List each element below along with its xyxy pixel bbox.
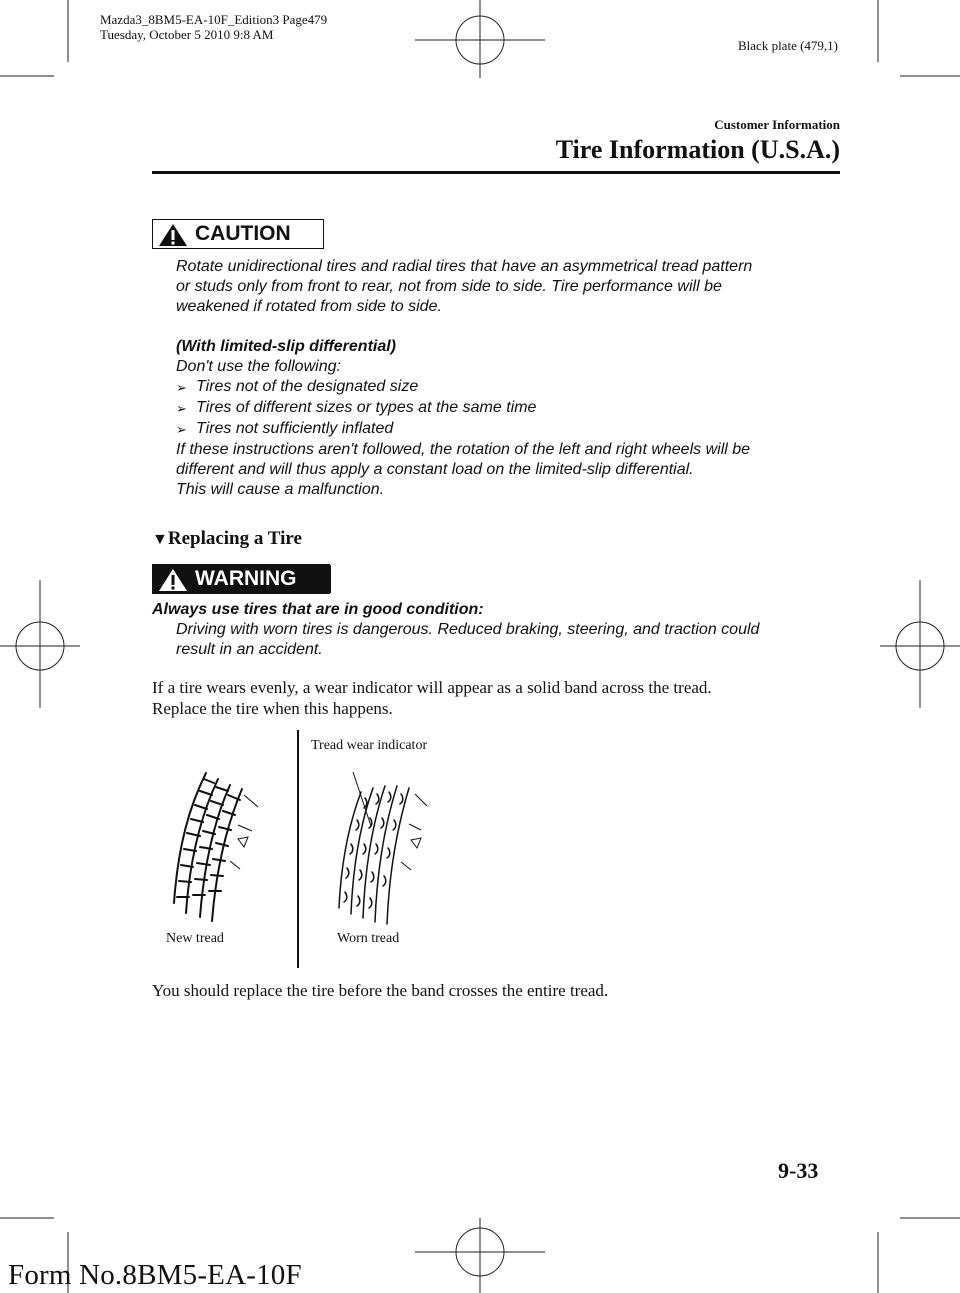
page-number: 9-33 — [778, 1158, 819, 1183]
caution-label: CAUTION — [195, 222, 291, 245]
caption-worn-tread: Worn tread — [337, 931, 400, 946]
caution-line: This will cause a malfunction. — [176, 481, 385, 498]
warning-triangle-icon — [158, 568, 188, 592]
warning-line: Driving with worn tires is dangerous. Reduced braking, steering, and traction could — [176, 621, 760, 638]
new-tread-illustration — [160, 765, 270, 925]
caution-subhead: (With limited-slip differential) — [176, 338, 397, 355]
caution-bullet: ➢ Tires of different sizes or types at the same time — [176, 398, 836, 419]
warning-body — [152, 600, 842, 660]
body-line: Replace the tire when this happens. — [152, 699, 393, 718]
plate-label: Black plate (479,1) — [738, 38, 838, 53]
arrow-bullet-icon: ➢ — [176, 401, 187, 416]
file-meta-line2: Tuesday, October 5 2010 9:8 AM — [100, 27, 274, 42]
caution-intro: Don't use the following: — [176, 358, 341, 375]
header-rule — [152, 171, 840, 174]
body-line: If a tire wears evenly, a wear indicator will appear as a solid band across the tread. — [152, 678, 712, 697]
caution-line: If these instructions aren't followed, the rotation of the left and right wheels will be — [176, 441, 751, 458]
file-meta — [100, 12, 327, 42]
section-label: Customer Information — [714, 117, 840, 132]
triangle-marker-icon: ▼ — [152, 531, 168, 548]
warning-lead: Always use tires that are in good condition: — [152, 601, 484, 618]
file-meta-line1: Mazda3_8BM5-EA-10F_Edition3 Page479 — [100, 12, 328, 27]
final-paragraph: You should replace the tire before the band crosses the entire tread. — [152, 981, 609, 1000]
caution-badge — [152, 219, 324, 249]
figure-divider — [297, 730, 299, 968]
form-number: Form No.8BM5-EA-10F — [8, 1259, 302, 1291]
body-paragraph — [152, 677, 842, 719]
arrow-bullet-icon: ➢ — [176, 380, 187, 395]
section-heading — [152, 528, 302, 550]
caption-new-tread: New tread — [166, 931, 224, 946]
caution-line: Rotate unidirectional tires and radial tires that have an asymmetrical tread pattern — [176, 258, 753, 275]
arrow-bullet-icon: ➢ — [176, 422, 187, 437]
caution-line: weakened if rotated from side to side. — [176, 298, 442, 315]
caution-body — [176, 257, 836, 500]
page-title: Tire Information (U.S.A.) — [555, 135, 840, 164]
caption-tread-wear-indicator: Tread wear indicator — [311, 738, 428, 753]
caution-bullet: ➢ Tires not of the designated size — [176, 377, 836, 398]
section-heading-text: Replacing a Tire — [167, 528, 302, 549]
worn-tread-illustration — [325, 768, 440, 928]
warning-line: result in an accident. — [176, 641, 323, 658]
warning-triangle-icon — [158, 223, 188, 247]
warning-badge — [152, 564, 330, 594]
caution-line: different and will thus apply a constant load on the limited-slip differential. — [176, 461, 694, 478]
warning-label: WARNING — [195, 567, 297, 590]
caution-line: or studs only from front to rear, not from side to side. Tire performance will be — [176, 278, 722, 295]
caution-bullet: ➢ Tires not sufficiently inflated — [176, 419, 836, 440]
